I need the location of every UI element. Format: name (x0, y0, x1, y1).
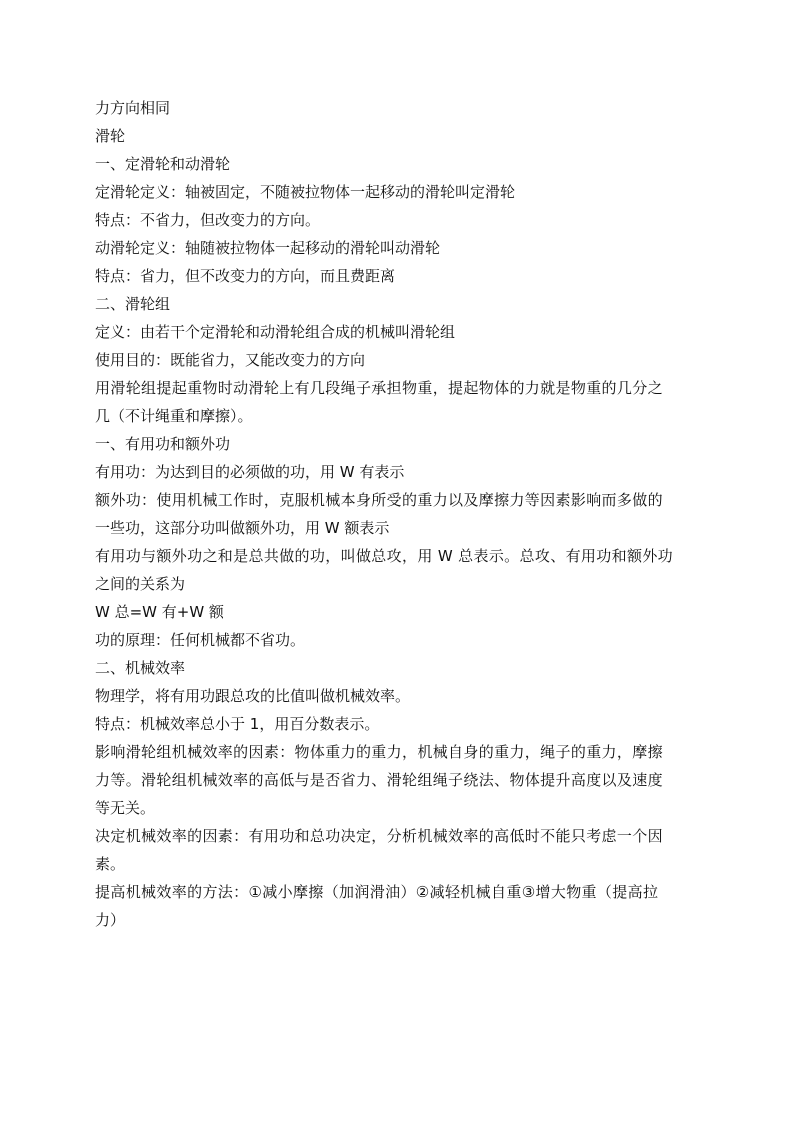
text-line: 动滑轮定义：轴随被拉物体一起移动的滑轮叫动滑轮 (95, 239, 441, 257)
text-line: 特点：不省力，但改变力的方向。 (95, 211, 321, 229)
text-line: 特点：省力，但不改变力的方向，而且费距离 (95, 267, 396, 285)
text-line: 决定机械效率的因素：有用功和总功决定，分析机械效率的高低时不能只考虑一个因 (95, 827, 663, 845)
text-line: 用滑轮组提起重物时动滑轮上有几段绳子承担物重，提起物体的力就是物重的几分之 (95, 379, 663, 397)
text-line: 之间的关系为 (95, 575, 186, 593)
text-line: 定义：由若干个定滑轮和动滑轮组合成的机械叫滑轮组 (95, 323, 456, 341)
text-line: 影响滑轮组机械效率的因素：物体重力的重力，机械自身的重力，绳子的重力，摩擦 (95, 743, 663, 761)
formula-line: W 总=W 有+W 额 (95, 603, 224, 621)
text-line: 力） (95, 911, 126, 929)
text-line: 定滑轮定义：轴被固定，不随被拉物体一起移动的滑轮叫定滑轮 (95, 183, 516, 201)
document-body (95, 94, 705, 934)
subsection-heading: 二、滑轮组 (95, 295, 171, 313)
text-line: 一些功，这部分功叫做额外功，用 W 额表示 (95, 519, 390, 537)
text-line: 素。 (95, 855, 126, 873)
text-line: 力方向相同 (95, 99, 171, 117)
text-line: 特点：机械效率总小于 1，用百分数表示。 (95, 715, 380, 733)
text-line: 有用功与额外功之和是总共做的功，叫做总攻，用 W 总表示。总攻、有用功和额外功 (95, 547, 674, 565)
text-line: 功的原理：任何机械都不省功。 (95, 631, 306, 649)
text-line: 使用目的：既能省力，又能改变力的方向 (95, 351, 366, 369)
subsection-heading: 一、定滑轮和动滑轮 (95, 155, 231, 173)
text-line: 有用功：为达到目的必须做的功，用 W 有表示 (95, 463, 405, 481)
text-line: 提高机械效率的方法：①减小摩擦（加润滑油）②减轻机械自重③增大物重（提高拉 (95, 883, 659, 901)
text-line: 物理学，将有用功跟总攻的比值叫做机械效率。 (95, 687, 411, 705)
text-line: 力等。滑轮组机械效率的高低与是否省力、滑轮组绳子绕法、物体提升高度以及速度 (95, 771, 663, 789)
subsection-heading: 一、有用功和额外功 (95, 435, 231, 453)
subsection-heading: 二、机械效率 (95, 659, 186, 677)
section-heading: 滑轮 (95, 127, 126, 145)
text-line: 几（不计绳重和摩擦）。 (95, 407, 253, 425)
text-line: 等无关。 (95, 799, 156, 817)
text-line: 额外功：使用机械工作时，克服机械本身所受的重力以及摩擦力等因素影响而多做的 (95, 491, 663, 509)
